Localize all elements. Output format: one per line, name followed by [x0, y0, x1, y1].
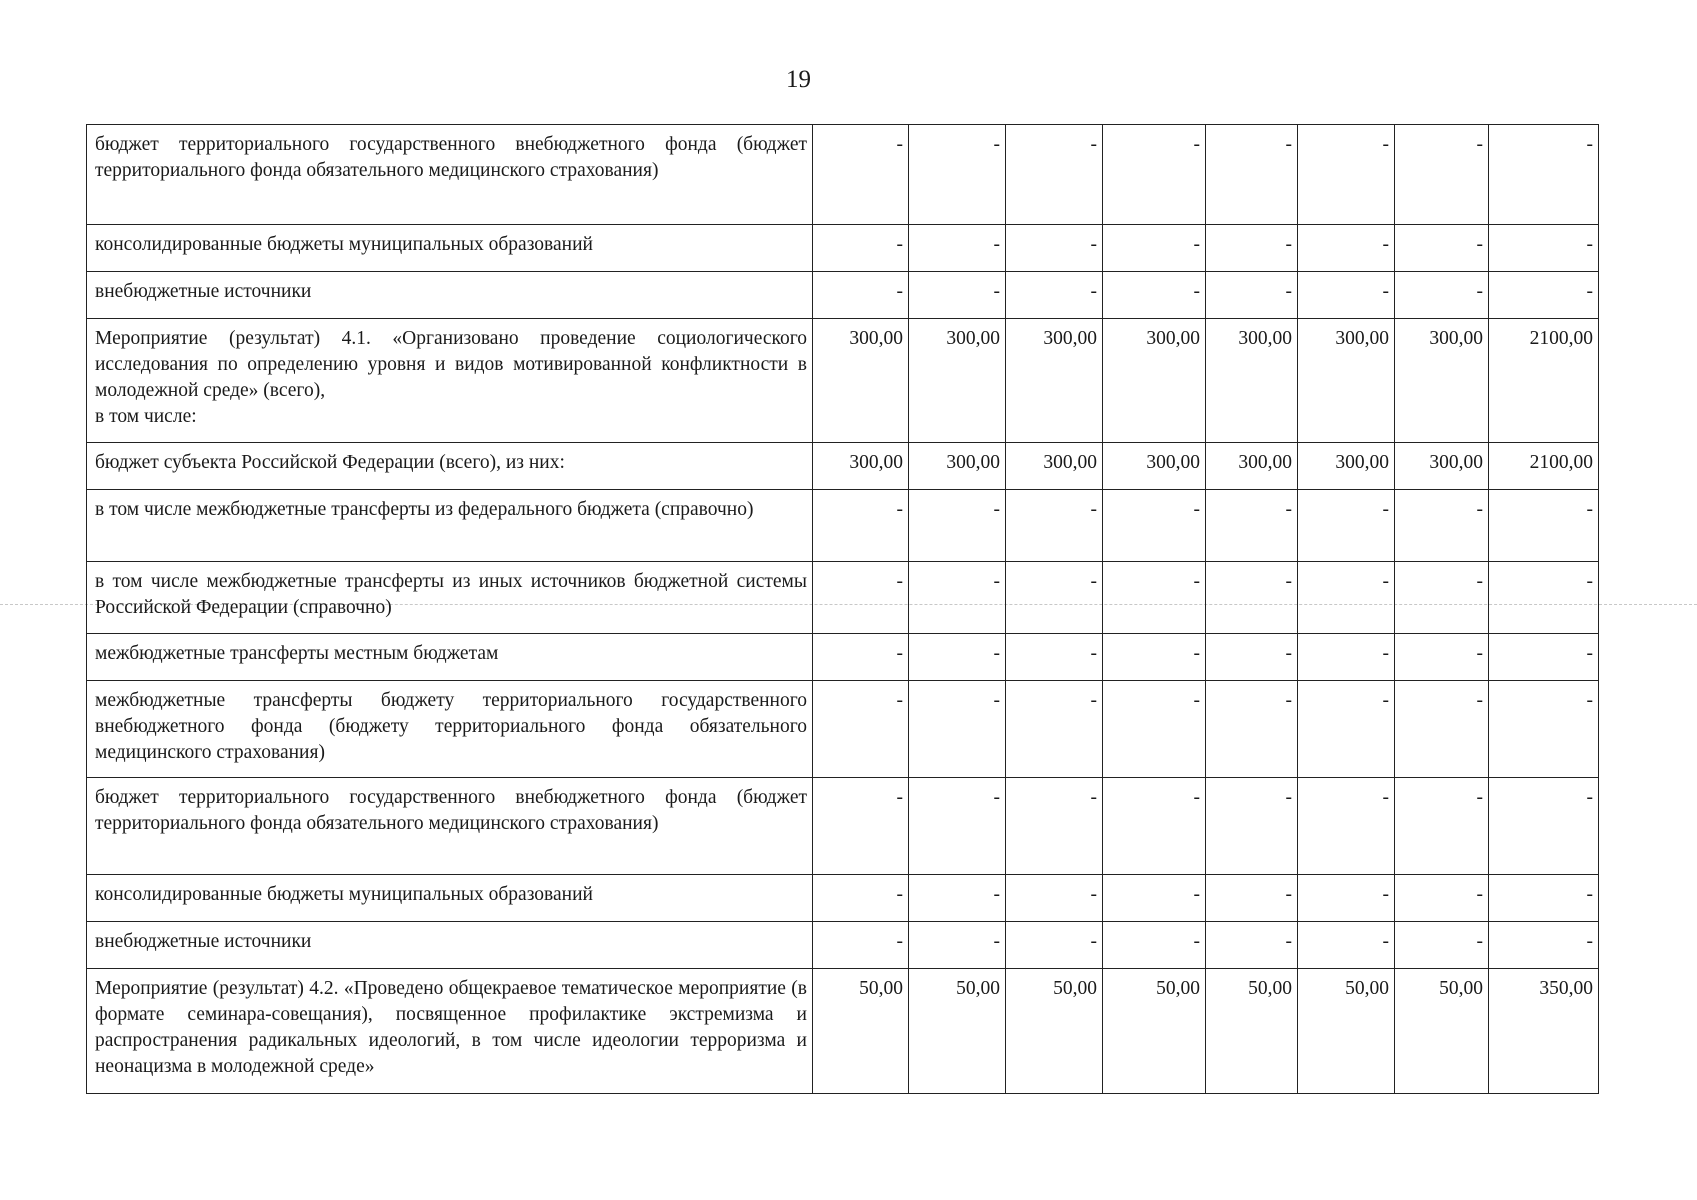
- value-cell: 300,00: [1103, 443, 1206, 490]
- value-cell: -: [909, 272, 1006, 319]
- value-cell: -: [813, 681, 909, 778]
- table-row: [87, 875, 1599, 922]
- value-cell: -: [1298, 922, 1395, 969]
- activity-subheading: в том числе:: [95, 406, 197, 427]
- value-cell: -: [1395, 681, 1489, 778]
- value-cell: -: [1006, 490, 1103, 562]
- value-cell: -: [1395, 562, 1489, 634]
- value-cell: -: [1395, 490, 1489, 562]
- value-cell: -: [1395, 778, 1489, 875]
- value-cell: -: [1298, 490, 1395, 562]
- total-cell: -: [1489, 225, 1599, 272]
- value-cell: -: [813, 634, 909, 681]
- value-cell: 300,00: [1395, 319, 1489, 443]
- value-cell: -: [1395, 272, 1489, 319]
- total-cell: 2100,00: [1489, 319, 1599, 443]
- value-cell: 300,00: [1206, 443, 1298, 490]
- value-cell: -: [1006, 562, 1103, 634]
- value-cell: -: [1206, 272, 1298, 319]
- table-row: [87, 922, 1599, 969]
- value-cell: 50,00: [813, 969, 909, 1094]
- value-cell: -: [909, 922, 1006, 969]
- value-cell: -: [1006, 681, 1103, 778]
- value-cell: -: [1103, 562, 1206, 634]
- value-cell: 50,00: [1298, 969, 1395, 1094]
- value-cell: -: [1103, 490, 1206, 562]
- value-cell: -: [1298, 778, 1395, 875]
- table-row: [87, 778, 1599, 875]
- value-cell: -: [1103, 634, 1206, 681]
- value-cell: 300,00: [1298, 319, 1395, 443]
- value-cell: -: [813, 272, 909, 319]
- value-cell: -: [909, 681, 1006, 778]
- value-cell: -: [1298, 272, 1395, 319]
- value-cell: -: [1206, 681, 1298, 778]
- value-cell: 300,00: [909, 443, 1006, 490]
- table-row: [87, 969, 1599, 1094]
- value-cell: 50,00: [909, 969, 1006, 1094]
- value-cell: -: [1103, 681, 1206, 778]
- table-row: [87, 443, 1599, 490]
- value-cell: -: [813, 778, 909, 875]
- value-cell: -: [1206, 225, 1298, 272]
- value-cell: -: [1103, 778, 1206, 875]
- value-cell: 50,00: [1006, 969, 1103, 1094]
- value-cell: -: [813, 490, 909, 562]
- value-cell: -: [1006, 778, 1103, 875]
- row-label: внебюджетные источники: [87, 922, 813, 969]
- total-cell: -: [1489, 681, 1599, 778]
- value-cell: 300,00: [1006, 443, 1103, 490]
- total-cell: 350,00: [1489, 969, 1599, 1094]
- row-label: консолидированные бюджеты муниципальных образований: [87, 225, 813, 272]
- total-cell: -: [1489, 634, 1599, 681]
- table-row: [87, 634, 1599, 681]
- table-row: [87, 272, 1599, 319]
- value-cell: -: [1006, 634, 1103, 681]
- value-cell: -: [1103, 875, 1206, 922]
- value-cell: -: [1395, 922, 1489, 969]
- activity-description: Мероприятие (результат) 4.1. «Организовано проведение социологического исследования по определению уровня и видов мотивированной конфликтности в молодежной среде» (всего),: [95, 328, 807, 401]
- value-cell: -: [909, 562, 1006, 634]
- value-cell: 300,00: [1395, 443, 1489, 490]
- table-row: [87, 225, 1599, 272]
- row-label: межбюджетные трансферты бюджету территориального государственного внебюджетного фонда (бюджету территориального фонда обязательного медицинского страхования): [87, 681, 813, 778]
- value-cell: -: [909, 490, 1006, 562]
- value-cell: -: [1206, 922, 1298, 969]
- value-cell: -: [1006, 875, 1103, 922]
- page-number: 19: [786, 66, 811, 93]
- row-label: Мероприятие (результат) 4.2. «Проведено общекраевое тематическое мероприятие (в формате семинара-совещания), посвященное профилактике экстремизма и распространения радикальных идеологий, в том числе идеологии терроризма и неонацизма в молодежной среде»: [87, 969, 813, 1094]
- value-cell: -: [1206, 634, 1298, 681]
- table-row: [87, 125, 1599, 225]
- table-row: [87, 681, 1599, 778]
- value-cell: 300,00: [1006, 319, 1103, 443]
- value-cell: -: [1006, 272, 1103, 319]
- value-cell: -: [1103, 922, 1206, 969]
- value-cell: -: [1206, 778, 1298, 875]
- value-cell: 300,00: [909, 319, 1006, 443]
- row-label: консолидированные бюджеты муниципальных образований: [87, 875, 813, 922]
- value-cell: -: [1006, 225, 1103, 272]
- row-label: в том числе межбюджетные трансферты из иных источников бюджетной системы Российской Федерации (справочно): [87, 562, 813, 634]
- value-cell: -: [813, 225, 909, 272]
- value-cell: -: [1298, 225, 1395, 272]
- value-cell: -: [1395, 125, 1489, 225]
- row-label: бюджет субъекта Российской Федерации (всего), из них:: [87, 443, 813, 490]
- value-cell: -: [813, 875, 909, 922]
- value-cell: -: [1103, 225, 1206, 272]
- value-cell: 50,00: [1206, 969, 1298, 1094]
- row-label: межбюджетные трансферты местным бюджетам: [87, 634, 813, 681]
- row-label: внебюджетные источники: [87, 272, 813, 319]
- value-cell: -: [1206, 562, 1298, 634]
- value-cell: -: [1298, 125, 1395, 225]
- value-cell: 50,00: [1395, 969, 1489, 1094]
- value-cell: -: [909, 225, 1006, 272]
- value-cell: -: [909, 634, 1006, 681]
- value-cell: -: [1206, 875, 1298, 922]
- total-cell: 2100,00: [1489, 443, 1599, 490]
- value-cell: -: [1006, 125, 1103, 225]
- value-cell: -: [1006, 922, 1103, 969]
- value-cell: -: [813, 125, 909, 225]
- value-cell: -: [1395, 225, 1489, 272]
- value-cell: 300,00: [813, 319, 909, 443]
- value-cell: 300,00: [813, 443, 909, 490]
- total-cell: -: [1489, 875, 1599, 922]
- value-cell: -: [909, 125, 1006, 225]
- row-label: бюджет территориального государственного внебюджетного фонда (бюджет территориального фонда обязательного медицинского страхования): [87, 778, 813, 875]
- table-row: [87, 319, 1599, 443]
- value-cell: -: [1298, 875, 1395, 922]
- total-cell: -: [1489, 562, 1599, 634]
- value-cell: -: [1206, 490, 1298, 562]
- row-label: бюджет территориального государственного внебюджетного фонда (бюджет территориального фонда обязательного медицинского страхования): [87, 125, 813, 225]
- value-cell: -: [1298, 562, 1395, 634]
- table-row: [87, 562, 1599, 634]
- value-cell: -: [1206, 125, 1298, 225]
- value-cell: -: [1103, 125, 1206, 225]
- row-label: в том числе межбюджетные трансферты из федерального бюджета (справочно): [87, 490, 813, 562]
- value-cell: -: [1103, 272, 1206, 319]
- value-cell: -: [1395, 634, 1489, 681]
- value-cell: 300,00: [1298, 443, 1395, 490]
- row-label: [87, 319, 813, 443]
- total-cell: -: [1489, 490, 1599, 562]
- value-cell: -: [813, 922, 909, 969]
- value-cell: -: [909, 778, 1006, 875]
- value-cell: 300,00: [1103, 319, 1206, 443]
- value-cell: 300,00: [1206, 319, 1298, 443]
- total-cell: -: [1489, 125, 1599, 225]
- total-cell: -: [1489, 778, 1599, 875]
- value-cell: 50,00: [1103, 969, 1206, 1094]
- value-cell: -: [1298, 681, 1395, 778]
- financing-table: [86, 124, 1599, 1094]
- value-cell: -: [1395, 875, 1489, 922]
- value-cell: -: [909, 875, 1006, 922]
- table-row: [87, 490, 1599, 562]
- total-cell: -: [1489, 922, 1599, 969]
- total-cell: -: [1489, 272, 1599, 319]
- value-cell: -: [813, 562, 909, 634]
- value-cell: -: [1298, 634, 1395, 681]
